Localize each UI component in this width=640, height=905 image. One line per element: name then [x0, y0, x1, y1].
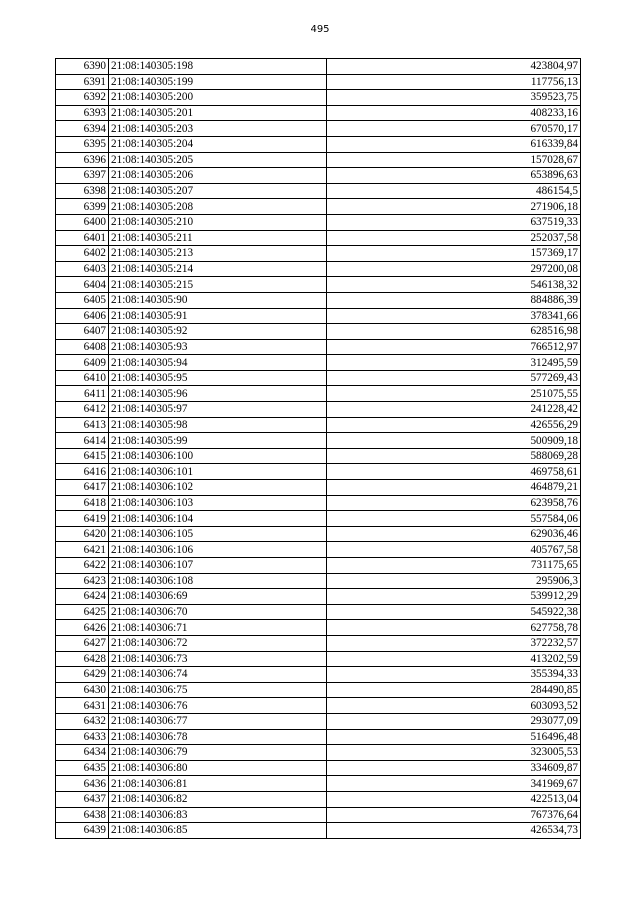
table-row	[56, 136, 581, 152]
value-cell: 464879,21	[327, 480, 581, 496]
row-number-cell: 6425	[56, 604, 109, 620]
table-row	[56, 74, 581, 90]
cadastral-number-cell: 21:08:140305:210	[109, 214, 327, 230]
table-row	[56, 277, 581, 293]
row-number-cell: 6431	[56, 698, 109, 714]
table-row	[56, 402, 581, 418]
row-number-cell: 6400	[56, 214, 109, 230]
row-number-cell: 6403	[56, 261, 109, 277]
table-row	[56, 682, 581, 698]
value-cell: 545922,38	[327, 604, 581, 620]
table-row	[56, 542, 581, 558]
row-number-cell: 6404	[56, 277, 109, 293]
table-row	[56, 448, 581, 464]
data-table	[55, 58, 581, 839]
value-cell: 577269,43	[327, 370, 581, 386]
value-cell: 588069,28	[327, 448, 581, 464]
cadastral-number-cell: 21:08:140305:201	[109, 105, 327, 121]
row-number-cell: 6432	[56, 713, 109, 729]
table-row	[56, 339, 581, 355]
cadastral-number-cell: 21:08:140306:71	[109, 620, 327, 636]
table-row	[56, 105, 581, 121]
table-row	[56, 776, 581, 792]
value-cell: 423804,97	[327, 59, 581, 75]
cadastral-number-cell: 21:08:140306:74	[109, 667, 327, 683]
cadastral-number-cell: 21:08:140306:85	[109, 823, 327, 839]
table-row	[56, 495, 581, 511]
value-cell: 251075,55	[327, 386, 581, 402]
cadastral-number-cell: 21:08:140305:98	[109, 417, 327, 433]
page-number: 495	[310, 24, 330, 35]
cadastral-number-cell: 21:08:140306:106	[109, 542, 327, 558]
value-cell: 405767,58	[327, 542, 581, 558]
row-number-cell: 6405	[56, 292, 109, 308]
row-number-cell: 6434	[56, 745, 109, 761]
value-cell: 766512,97	[327, 339, 581, 355]
table-row	[56, 807, 581, 823]
cadastral-number-cell: 21:08:140305:214	[109, 261, 327, 277]
row-number-cell: 6414	[56, 433, 109, 449]
table-row	[56, 791, 581, 807]
row-number-cell: 6394	[56, 121, 109, 137]
table-row	[56, 386, 581, 402]
row-number-cell: 6396	[56, 152, 109, 168]
value-cell: 426534,73	[327, 823, 581, 839]
cadastral-number-cell: 21:08:140306:72	[109, 635, 327, 651]
table-body	[56, 59, 581, 839]
table-row	[56, 152, 581, 168]
row-number-cell: 6428	[56, 651, 109, 667]
cadastral-number-cell: 21:08:140306:75	[109, 682, 327, 698]
value-cell: 469758,61	[327, 464, 581, 480]
cadastral-number-cell: 21:08:140306:83	[109, 807, 327, 823]
cadastral-number-cell: 21:08:140305:205	[109, 152, 327, 168]
row-number-cell: 6401	[56, 230, 109, 246]
cadastral-number-cell: 21:08:140306:104	[109, 511, 327, 527]
value-cell: 516496,48	[327, 729, 581, 745]
row-number-cell: 6435	[56, 760, 109, 776]
cadastral-number-cell: 21:08:140305:90	[109, 292, 327, 308]
table-row	[56, 370, 581, 386]
value-cell: 884886,39	[327, 292, 581, 308]
cadastral-number-cell: 21:08:140305:211	[109, 230, 327, 246]
value-cell: 378341,66	[327, 308, 581, 324]
value-cell: 334609,87	[327, 760, 581, 776]
row-number-cell: 6438	[56, 807, 109, 823]
value-cell: 767376,64	[327, 807, 581, 823]
cadastral-number-cell: 21:08:140305:91	[109, 308, 327, 324]
cadastral-number-cell: 21:08:140305:96	[109, 386, 327, 402]
table-row	[56, 90, 581, 106]
table-row	[56, 261, 581, 277]
row-number-cell: 6436	[56, 776, 109, 792]
table-row	[56, 433, 581, 449]
table-row	[56, 823, 581, 839]
cadastral-number-cell: 21:08:140306:80	[109, 760, 327, 776]
row-number-cell: 6429	[56, 667, 109, 683]
table-row	[56, 745, 581, 761]
row-number-cell: 6419	[56, 511, 109, 527]
value-cell: 628516,98	[327, 324, 581, 340]
value-cell: 293077,09	[327, 713, 581, 729]
row-number-cell: 6392	[56, 90, 109, 106]
row-number-cell: 6437	[56, 791, 109, 807]
row-number-cell: 6417	[56, 480, 109, 496]
cadastral-number-cell: 21:08:140305:204	[109, 136, 327, 152]
table-row	[56, 526, 581, 542]
value-cell: 413202,59	[327, 651, 581, 667]
value-cell: 486154,5	[327, 183, 581, 199]
value-cell: 623958,76	[327, 495, 581, 511]
table-row	[56, 558, 581, 574]
value-cell: 359523,75	[327, 90, 581, 106]
value-cell: 323005,53	[327, 745, 581, 761]
value-cell: 355394,33	[327, 667, 581, 683]
row-number-cell: 6393	[56, 105, 109, 121]
table-row	[56, 214, 581, 230]
table-row	[56, 308, 581, 324]
value-cell: 157369,17	[327, 246, 581, 262]
cadastral-number-cell: 21:08:140306:82	[109, 791, 327, 807]
value-cell: 271906,18	[327, 199, 581, 215]
cadastral-number-cell: 21:08:140306:107	[109, 558, 327, 574]
row-number-cell: 6433	[56, 729, 109, 745]
value-cell: 557584,06	[327, 511, 581, 527]
row-number-cell: 6427	[56, 635, 109, 651]
cadastral-number-cell: 21:08:140305:97	[109, 402, 327, 418]
value-cell: 157028,67	[327, 152, 581, 168]
row-number-cell: 6421	[56, 542, 109, 558]
cadastral-number-cell: 21:08:140305:207	[109, 183, 327, 199]
table-row	[56, 199, 581, 215]
cadastral-number-cell: 21:08:140305:215	[109, 277, 327, 293]
value-cell: 670570,17	[327, 121, 581, 137]
table-row	[56, 713, 581, 729]
row-number-cell: 6430	[56, 682, 109, 698]
cadastral-number-cell: 21:08:140306:105	[109, 526, 327, 542]
table-row	[56, 230, 581, 246]
cadastral-number-cell: 21:08:140306:79	[109, 745, 327, 761]
value-cell: 603093,52	[327, 698, 581, 714]
table-row	[56, 355, 581, 371]
cadastral-number-cell: 21:08:140305:213	[109, 246, 327, 262]
table-row	[56, 183, 581, 199]
table-row	[56, 651, 581, 667]
row-number-cell: 6426	[56, 620, 109, 636]
row-number-cell: 6408	[56, 339, 109, 355]
value-cell: 284490,85	[327, 682, 581, 698]
table-row	[56, 589, 581, 605]
row-number-cell: 6399	[56, 199, 109, 215]
table-row	[56, 480, 581, 496]
value-cell: 500909,18	[327, 433, 581, 449]
table-row	[56, 292, 581, 308]
value-cell: 546138,32	[327, 277, 581, 293]
value-cell: 627758,78	[327, 620, 581, 636]
row-number-cell: 6424	[56, 589, 109, 605]
cadastral-number-cell: 21:08:140305:99	[109, 433, 327, 449]
cadastral-number-cell: 21:08:140305:206	[109, 168, 327, 184]
value-cell: 422513,04	[327, 791, 581, 807]
table-row	[56, 760, 581, 776]
value-cell: 637519,33	[327, 214, 581, 230]
row-number-cell: 6413	[56, 417, 109, 433]
table-row	[56, 246, 581, 262]
cadastral-number-cell: 21:08:140305:92	[109, 324, 327, 340]
table-row	[56, 464, 581, 480]
value-cell: 241228,42	[327, 402, 581, 418]
table-row	[56, 168, 581, 184]
cadastral-number-cell: 21:08:140306:101	[109, 464, 327, 480]
table-row	[56, 729, 581, 745]
value-cell: 629036,46	[327, 526, 581, 542]
cadastral-number-cell: 21:08:140306:81	[109, 776, 327, 792]
cadastral-number-cell: 21:08:140306:102	[109, 480, 327, 496]
value-cell: 731175,65	[327, 558, 581, 574]
row-number-cell: 6422	[56, 558, 109, 574]
row-number-cell: 6398	[56, 183, 109, 199]
cadastral-number-cell: 21:08:140306:76	[109, 698, 327, 714]
table-row	[56, 573, 581, 589]
value-cell: 539912,29	[327, 589, 581, 605]
cadastral-number-cell: 21:08:140306:70	[109, 604, 327, 620]
cadastral-number-cell: 21:08:140305:95	[109, 370, 327, 386]
row-number-cell: 6412	[56, 402, 109, 418]
row-number-cell: 6423	[56, 573, 109, 589]
cadastral-number-cell: 21:08:140306:103	[109, 495, 327, 511]
value-cell: 426556,29	[327, 417, 581, 433]
value-cell: 297200,08	[327, 261, 581, 277]
value-cell: 117756,13	[327, 74, 581, 90]
cadastral-number-cell: 21:08:140305:198	[109, 59, 327, 75]
table-row	[56, 620, 581, 636]
table-row	[56, 59, 581, 75]
value-cell: 312495,59	[327, 355, 581, 371]
table-row	[56, 635, 581, 651]
cadastral-number-cell: 21:08:140305:94	[109, 355, 327, 371]
cadastral-number-cell: 21:08:140306:78	[109, 729, 327, 745]
cadastral-number-cell: 21:08:140306:77	[109, 713, 327, 729]
value-cell: 295906,3	[327, 573, 581, 589]
cadastral-number-cell: 21:08:140306:73	[109, 651, 327, 667]
row-number-cell: 6402	[56, 246, 109, 262]
row-number-cell: 6418	[56, 495, 109, 511]
row-number-cell: 6439	[56, 823, 109, 839]
row-number-cell: 6406	[56, 308, 109, 324]
row-number-cell: 6397	[56, 168, 109, 184]
row-number-cell: 6411	[56, 386, 109, 402]
row-number-cell: 6391	[56, 74, 109, 90]
row-number-cell: 6410	[56, 370, 109, 386]
value-cell: 372232,57	[327, 635, 581, 651]
value-cell: 653896,63	[327, 168, 581, 184]
row-number-cell: 6415	[56, 448, 109, 464]
table-row	[56, 324, 581, 340]
cadastral-number-cell: 21:08:140306:69	[109, 589, 327, 605]
row-number-cell: 6407	[56, 324, 109, 340]
cadastral-number-cell: 21:08:140305:208	[109, 199, 327, 215]
table-row	[56, 698, 581, 714]
row-number-cell: 6416	[56, 464, 109, 480]
cadastral-number-cell: 21:08:140305:200	[109, 90, 327, 106]
cadastral-number-cell: 21:08:140306:100	[109, 448, 327, 464]
row-number-cell: 6395	[56, 136, 109, 152]
value-cell: 252037,58	[327, 230, 581, 246]
cadastral-number-cell: 21:08:140305:203	[109, 121, 327, 137]
value-cell: 616339,84	[327, 136, 581, 152]
row-number-cell: 6390	[56, 59, 109, 75]
row-number-cell: 6409	[56, 355, 109, 371]
table-row	[56, 667, 581, 683]
cadastral-number-cell: 21:08:140305:199	[109, 74, 327, 90]
row-number-cell: 6420	[56, 526, 109, 542]
table-row	[56, 511, 581, 527]
value-cell: 408233,16	[327, 105, 581, 121]
value-cell: 341969,67	[327, 776, 581, 792]
cadastral-number-cell: 21:08:140306:108	[109, 573, 327, 589]
table-row	[56, 121, 581, 137]
table-row	[56, 417, 581, 433]
table-row	[56, 604, 581, 620]
cadastral-number-cell: 21:08:140305:93	[109, 339, 327, 355]
